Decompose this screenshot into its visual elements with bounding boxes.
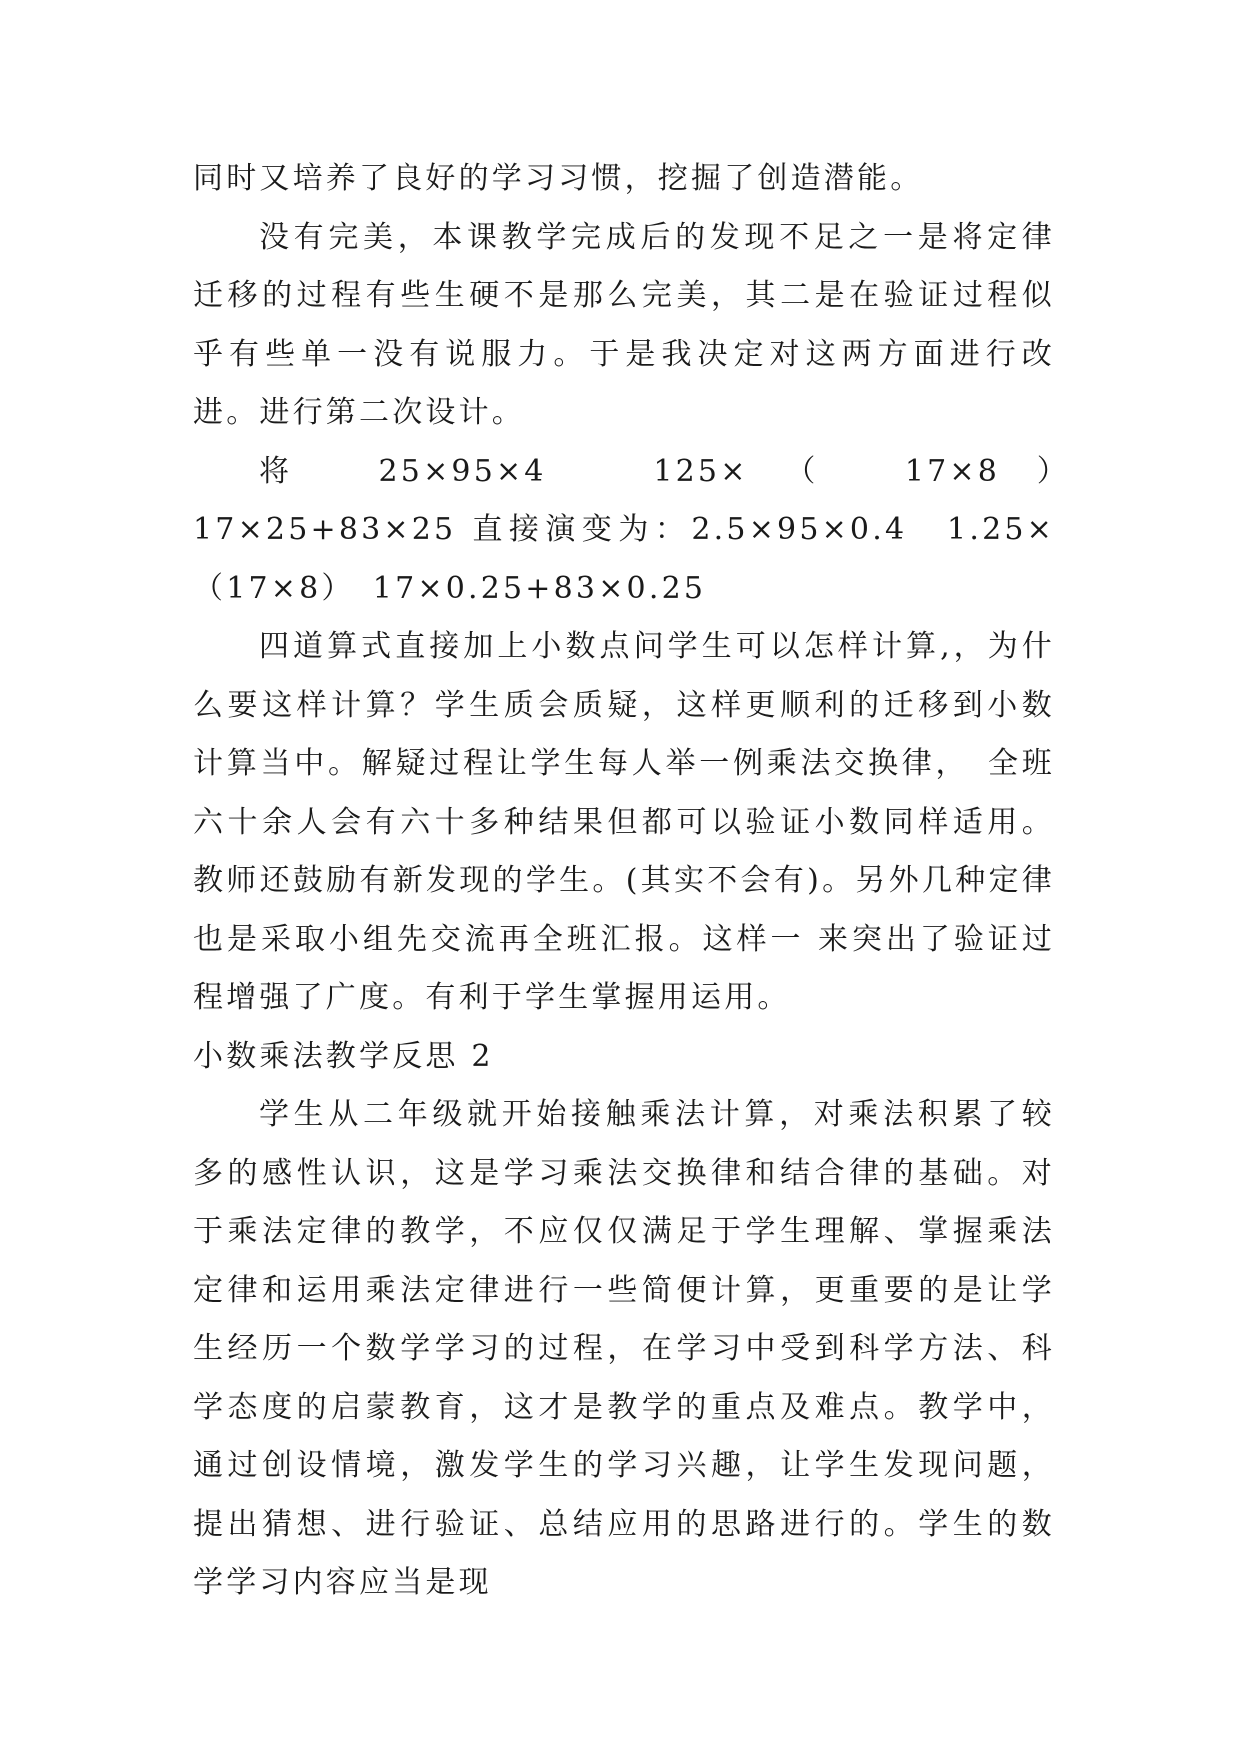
document-body xyxy=(193,150,1089,1613)
paragraph-3-formulas: 将 25×95×4 125×（ 17×8） 17×25+83×25 直接演变为：2.5×95×0.4 1.25×（17×8） 17×0.25+83×0.25 xyxy=(193,453,1089,606)
paragraph-2: 没有完美，本课教学完成后的发现不足之一是将定律迁移的过程有些生硬不是那么完美，其二是在验证过程似乎有些单一没有说服力。于是我决定对这两方面进行改进。进行第二次设计。 xyxy=(193,219,1055,430)
paragraph-5: 学生从二年级就开始接触乘法计算，对乘法积累了较多的感性认识，这是学习乘法交换律和结合律的基础。对于乘法定律的教学，不应仅仅满足于学生理解、掌握乘法定律和运用乘法定律进行一些简便计算，更重要的是让学生经历一个数学学习的过程，在学习中受到科学方法、科学态度的启蒙教育，这才是教学的重点及难点。教学中，通过创设情境，激发学生的学习兴趣，让学生发现问题，提出猜想、进行验证、总结应用的思路进行的。学生的数学学习内容应当是现 xyxy=(193,1097,1055,1600)
paragraph-1: 同时又培养了良好的学习习惯，挖掘了创造潜能。 xyxy=(193,161,924,196)
paragraph-4: 四道算式直接加上小数点问学生可以怎样计算,，为什么要这样计算？学生质会质疑，这样更顺利的迁移到小数计算当中。解疑过程让学生每人举一例乘法交换律， 全班六十余人会有六十多种结果但都可以验证小数同样适用。教师还鼓励有新发现的学生。(其实不会有)。另外几种定律也是采取小组先交流再全班汇报。这样一 来突出了验证过程增强了广度。有利于学生掌握用运用。 xyxy=(193,629,1055,1015)
section-heading: 小数乘法教学反思 2 xyxy=(193,1038,494,1074)
